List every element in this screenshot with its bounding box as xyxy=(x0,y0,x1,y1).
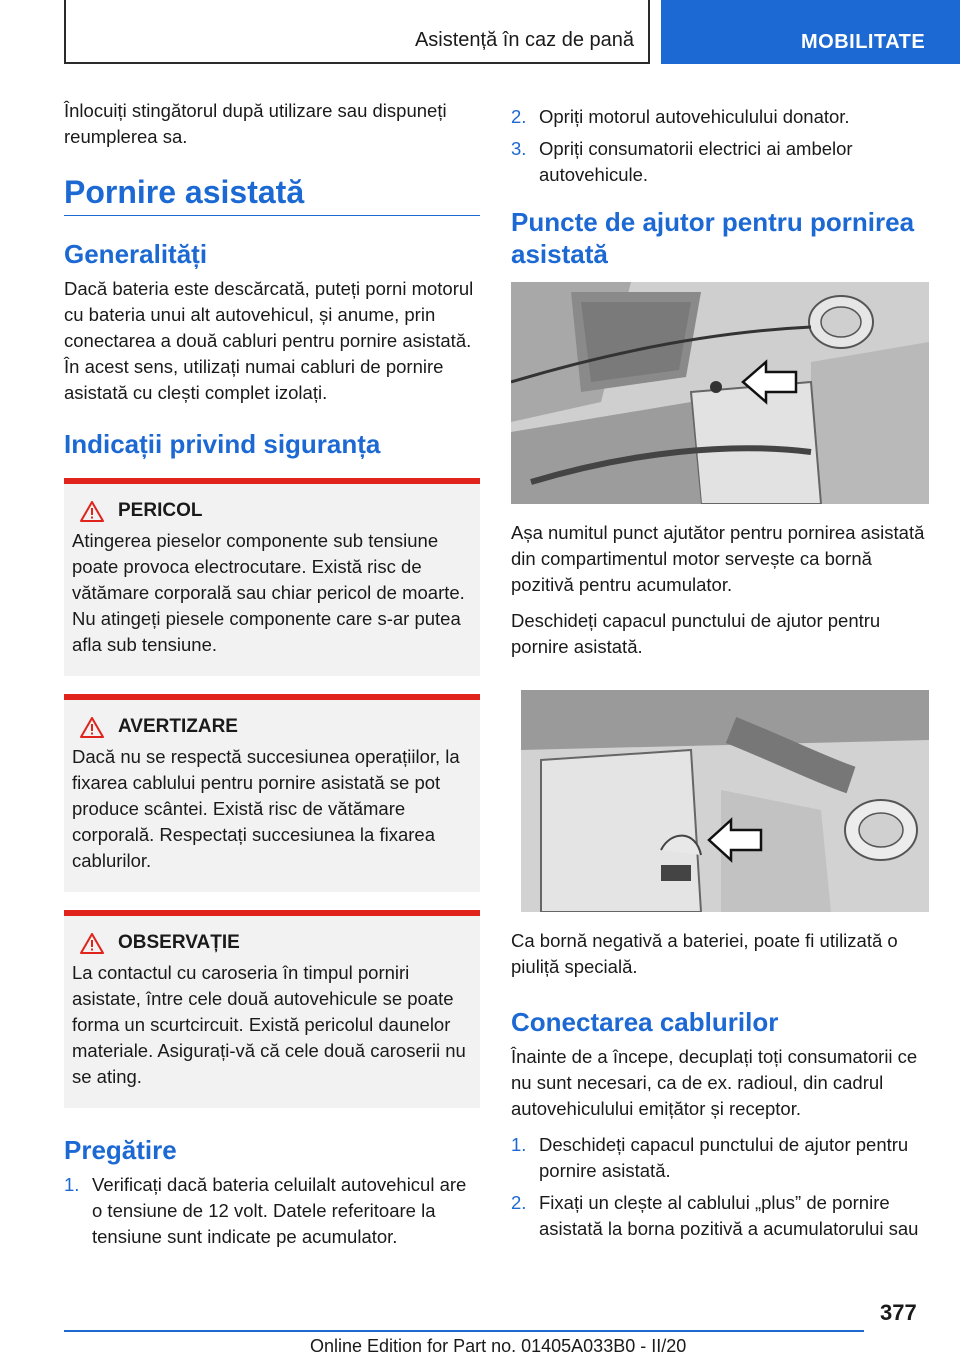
header-chapter-tab xyxy=(661,0,960,64)
header-chapter-title: MOBILITATE xyxy=(801,31,926,53)
list-item: 1. Deschideți capacul punctului de ajutor pentru pornire asistată. xyxy=(511,1134,909,1181)
warning-triangle-icon xyxy=(80,933,104,954)
footer-edition: Online Edition for Part no. 01405A033B0 - II/20 xyxy=(310,1336,687,1356)
heading-preparation: Pregătire xyxy=(64,1135,177,1165)
notice-text: La contactul cu caroseria în timpul porniri asistate, între cele două autovehicule se poate forma un scurtcircuit. Există pericolul daunelor materiale. Asigurați-vă că cele două caroserii nu se ating. xyxy=(72,962,466,1087)
caution-box xyxy=(64,694,480,892)
danger-box xyxy=(64,478,480,676)
points-paragraph-2: Deschideți capacul punctului de ajutor pentru pornire asistată. xyxy=(511,610,881,657)
notice-label: OBSERVAȚIE xyxy=(118,932,240,953)
list-item: 2. Fixați un clește al cablului „plus” de pornire asistată la borna pozitivă a acumulatorului sau xyxy=(511,1192,919,1239)
heading-connect-cables: Conectarea cablurilor xyxy=(511,1007,779,1037)
general-paragraph: Dacă bateria este descărcată, puteți porni motorul cu bateria unui alt autovehicul, și anume, prin conectarea a două cabluri pentru pornire asistată. În acest sens, utilizați numai cabluri de pornire asistată cu clești complet izolați. xyxy=(64,278,474,403)
header-section-title: Asistență în caz de pană xyxy=(414,29,634,51)
points-paragraph-1: Așa numitul punct ajutător pentru pornirea asistată din compartimentul motor servește ca bornă pozitivă pentru acumulator. xyxy=(511,522,925,595)
heading-jump-points: Puncte de ajutor pentru pornirea asistată xyxy=(511,207,915,269)
right-column xyxy=(511,104,929,1248)
heading-jump-start: Pornire asistată xyxy=(64,174,480,216)
engine-bay-photo-negative xyxy=(521,690,929,912)
points-paragraph-3: Ca bornă negativă a bateriei, poate fi utilizată o piuliță specială. xyxy=(511,930,898,977)
heading-general: Generalități xyxy=(64,239,208,269)
danger-label: PERICOL xyxy=(118,500,203,521)
header-section-tab xyxy=(64,0,650,64)
page-number: 377 xyxy=(880,1300,917,1325)
caution-text: Dacă nu se respectă succesiunea operațiilor, la fixarea cablului pentru pornire asistată se pot produce scântei. Există risc de vătămare corporală. Respectați succesiunea la fixarea cablurilor. xyxy=(72,746,460,871)
steps-top xyxy=(511,104,929,188)
caution-label: AVERTIZARE xyxy=(118,716,238,737)
preparation-steps xyxy=(64,1172,480,1250)
engine-bay-photo-positive xyxy=(511,282,929,504)
heading-safety: Indicații privind siguranța xyxy=(64,429,381,459)
left-column xyxy=(64,98,480,1256)
danger-text: Atingerea pieselor componente sub tensiune poate provoca electrocutare. Există risc de vătămare corporală sau chiar pericol de moarte. Nu atingeți piesele componente care s-ar putea afla sub tensiune. xyxy=(72,530,465,655)
list-item: 3. Opriți consumatorii electrici ai ambelor autovehicule. xyxy=(511,138,853,185)
warning-triangle-icon xyxy=(80,717,104,738)
list-item: 1. Verificați dacă bateria celuilalt autovehicul are o tensiune de 12 volt. Datele referitoare la tensiune sunt indicate pe acumulator. xyxy=(64,1174,467,1247)
connect-paragraph: Înainte de a începe, decuplați toți consumatorii ce nu sunt necesari, ca de ex. radioul, din cadrul autovehiculului emițător și receptor. xyxy=(511,1046,918,1119)
notice-box xyxy=(64,910,480,1108)
list-item: 2. Opriți motorul autovehiculului donator. xyxy=(511,106,850,127)
footer-divider xyxy=(64,1330,864,1332)
intro-paragraph: Înlocuiți stingătorul după utilizare sau dispuneți reumplerea sa. xyxy=(64,100,447,147)
warning-triangle-icon xyxy=(80,501,104,522)
connect-steps xyxy=(511,1132,929,1242)
